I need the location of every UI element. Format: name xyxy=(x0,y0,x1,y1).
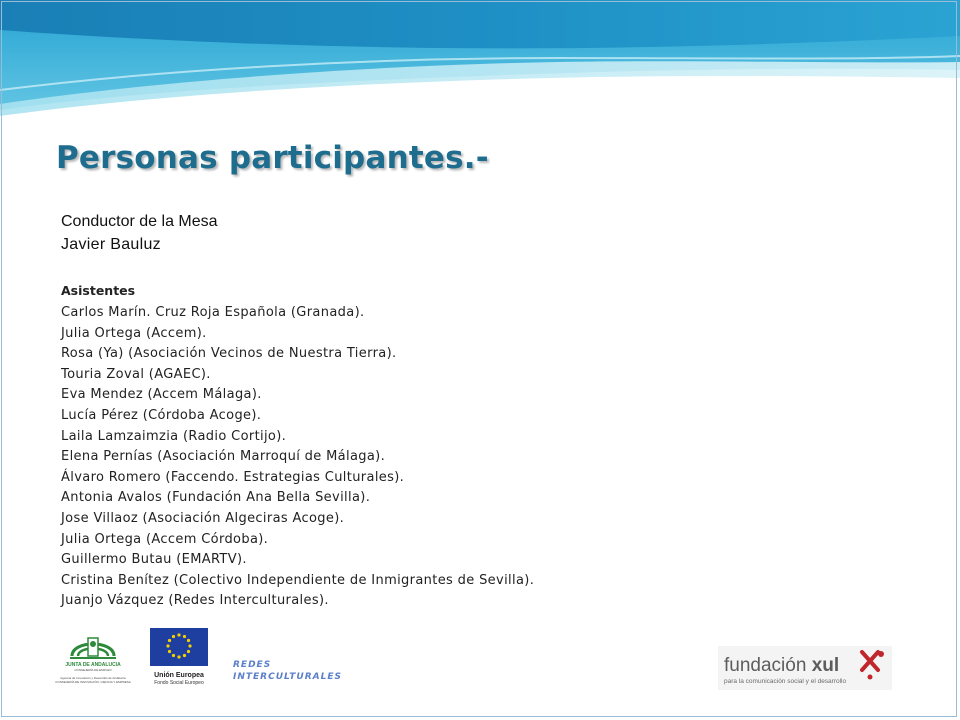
list-item: Álvaro Romero (Faccendo. Estrategias Culturales). xyxy=(61,469,405,485)
redes-interculturales-logo xyxy=(231,657,351,683)
attendees-heading: Asistentes xyxy=(61,283,136,298)
list-item: Cristina Benítez (Colectivo Independiente de Inmigrantes de Sevilla). xyxy=(61,572,535,588)
list-item: Juanjo Vázquez (Redes Interculturales). xyxy=(61,593,329,609)
list-item: Julia Ortega (Accem Córdoba). xyxy=(61,531,269,547)
xul-tagline: para la comunicación social y el desarrollo xyxy=(724,678,847,685)
redes-line1: REDES xyxy=(233,660,272,670)
conductor-name: Javier Bauluz xyxy=(61,236,161,253)
list-item: Antonia Avalos (Fundación Ana Bella Sevilla). xyxy=(61,490,371,506)
list-item: Carlos Marín. Cruz Roja Española (Granada). xyxy=(61,305,365,320)
list-item: Touria Zoval (AGAEC). xyxy=(61,366,211,382)
eu-fund: Fondo Social Europeo xyxy=(154,680,204,686)
list-item: Eva Mendez (Accem Málaga). xyxy=(61,387,262,403)
xul-name: fundación xul xyxy=(724,655,840,676)
fundacion-xul-logo xyxy=(718,646,892,690)
attendee-list xyxy=(61,303,534,612)
junta-sub1: CONSEJERÍA DE EMPLEO xyxy=(74,668,112,672)
list-item: Guillermo Butau (EMARTV). xyxy=(61,552,247,568)
list-item: Laila Lamzaimzia (Radio Cortijo). xyxy=(61,428,287,444)
junta-andalucia-logo xyxy=(52,626,134,688)
junta-name: JUNTA DE ANDALUCIA xyxy=(65,662,121,668)
list-item: Rosa (Ya) (Asociación Vecinos de Nuestra Tierra). xyxy=(61,346,397,362)
junta-sub3: CONSEJERÍA DE INNOVACIÓN, CIENCIA Y EMPRESA xyxy=(55,680,131,684)
eu-name: Unión Europea xyxy=(154,672,204,679)
list-item: Jose Villaoz (Asociación Algeciras Acoge). xyxy=(61,510,345,526)
wave-banner xyxy=(0,0,960,120)
page-title: Personas participantes.- xyxy=(56,140,489,176)
list-item: Elena Pernías (Asociación Marroquí de Málaga). xyxy=(61,449,386,465)
junta-sub2: Agencia de Innovación y Desarrollo de Andalucía xyxy=(60,676,126,680)
conductor-role-label: Conductor de la Mesa xyxy=(61,213,218,230)
eu-logo xyxy=(148,626,210,688)
list-item: Julia Ortega (Accem). xyxy=(61,325,207,341)
list-item: Lucía Pérez (Córdoba Acoge). xyxy=(61,407,262,423)
redes-line2: INTERCULTURALES xyxy=(233,672,342,682)
